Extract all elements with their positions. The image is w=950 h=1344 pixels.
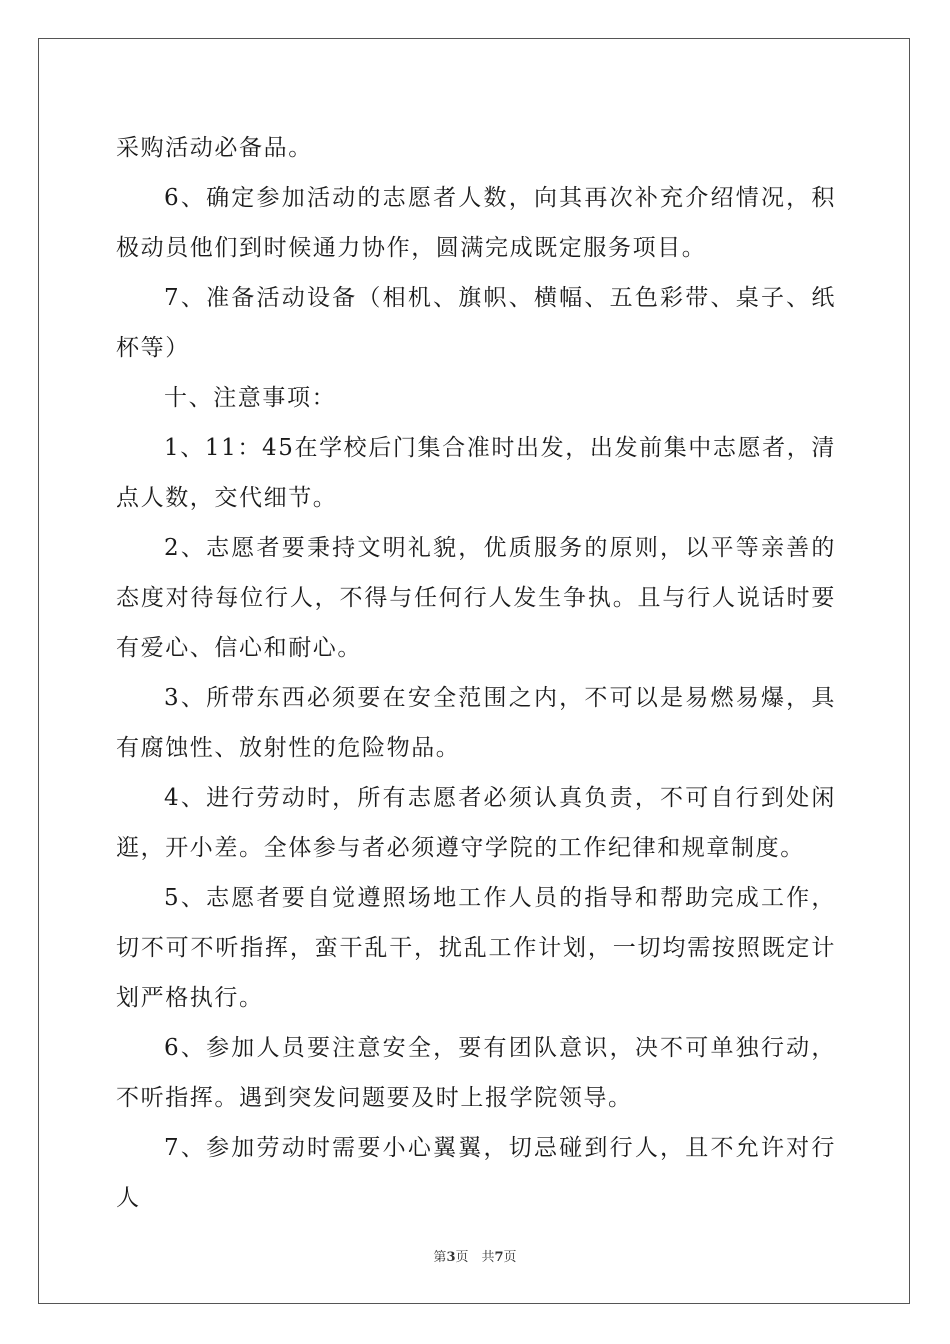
document-body [116, 123, 836, 1223]
footer-mid: 页 共 [455, 1250, 495, 1265]
paragraph-7: 4、进行劳动时，所有志愿者必须认真负责，不可自行到处闲逛，开小差。全体参与者必须遵守学院的工作纪律和规章制度。 [116, 785, 836, 861]
paragraph-5: 2、志愿者要秉持文明礼貌，优质服务的原则，以平等亲善的态度对待每位行人，不得与任何行人发生争执。且与行人说话时要有爱心、信心和耐心。 [116, 535, 836, 661]
section-heading: 十、注意事项： [164, 385, 337, 411]
paragraph-9: 6、参加人员要注意安全，要有团队意识，决不可单独行动，不听指挥。遇到突发问题要及时上报学院领导。 [116, 1035, 836, 1111]
paragraph-8: 5、志愿者要自觉遵照场地工作人员的指导和帮助完成工作，切不可不听指挥，蛮干乱干，扰乱工作计划，一切均需按照既定计划严格执行。 [116, 885, 836, 1011]
page-footer [0, 1246, 950, 1265]
paragraph-1: 6、确定参加活动的志愿者人数，向其再次补充介绍情况，积极动员他们到时候通力协作，圆满完成既定服务项目。 [116, 185, 836, 261]
total-page-count: 7 [494, 1250, 504, 1265]
paragraph-10: 7、参加劳动时需要小心翼翼，切忌碰到行人，且不允许对行人 [116, 1135, 836, 1211]
paragraph-0: 采购活动必备品。 [116, 135, 313, 161]
paragraph-6: 3、所带东西必须要在安全范围之内，不可以是易燃易爆，具有腐蚀性、放射性的危险物品。 [116, 685, 836, 761]
current-page-number: 3 [446, 1250, 456, 1265]
footer-suffix: 页 [503, 1250, 517, 1265]
paragraph-4: 1、11：45在学校后门集合准时出发，出发前集中志愿者，清点人数，交代细节。 [116, 435, 836, 511]
footer-prefix: 第 [433, 1250, 447, 1265]
paragraph-2: 7、准备活动设备（相机、旗帜、横幅、五色彩带、桌子、纸杯等） [116, 285, 836, 361]
